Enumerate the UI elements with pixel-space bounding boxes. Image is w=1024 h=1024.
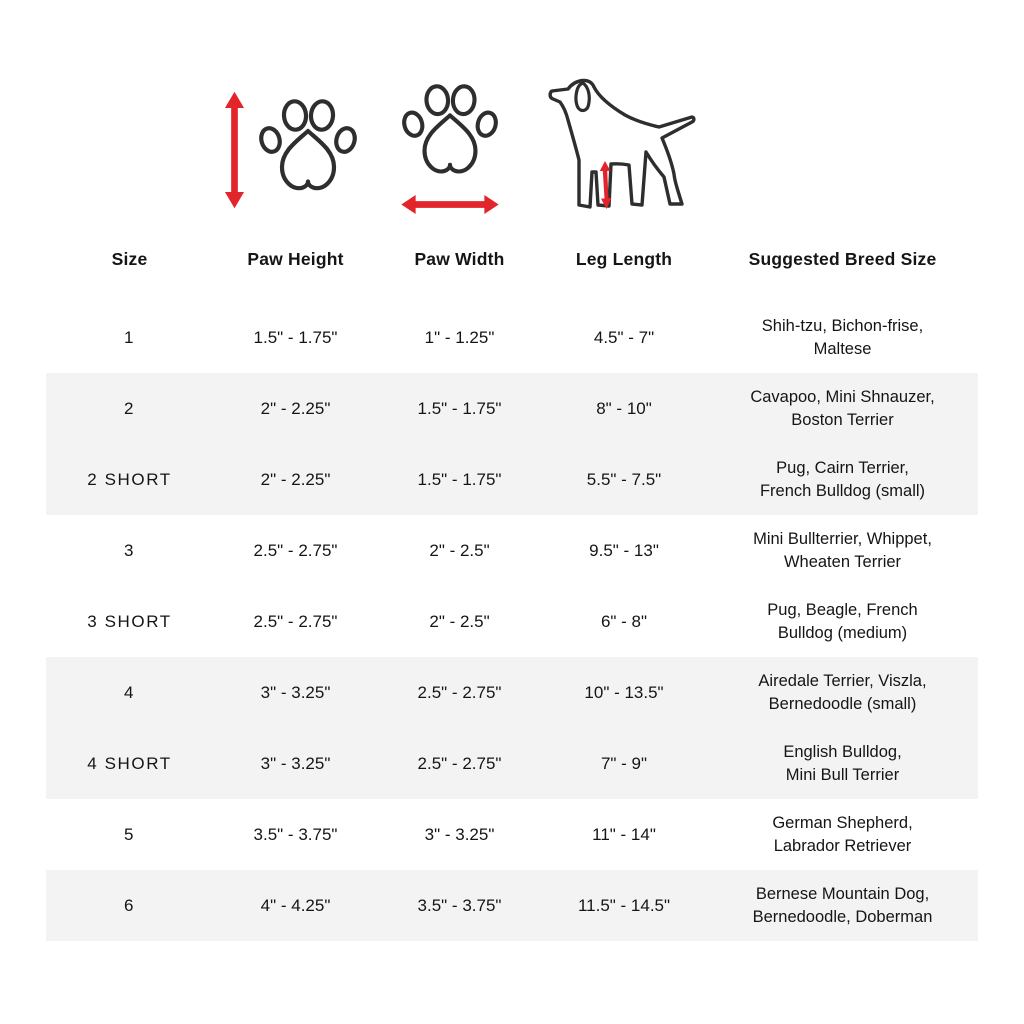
- table-row: [46, 444, 978, 515]
- header-leg-length: Leg Length: [575, 248, 673, 269]
- header-paw-width: Paw Width: [414, 248, 505, 269]
- breed-cell: [707, 373, 978, 444]
- breed-line: Bulldog (medium): [777, 623, 908, 642]
- dog-icon: [546, 76, 698, 216]
- leg-length-cell: 11" - 14": [592, 824, 656, 844]
- header-suggested-breed-size: Suggested Breed Size: [748, 248, 937, 269]
- breed-cell: [707, 302, 978, 373]
- leg-length-cell: 4.5" - 7": [593, 327, 655, 347]
- leg-length-cell: 11.5" - 14.5": [577, 895, 671, 915]
- breed-line: Wheaten Terrier: [783, 552, 902, 571]
- table-row: [46, 373, 978, 444]
- leg-length-cell: 10" - 13.5": [584, 682, 664, 702]
- header-paw-height: Paw Height: [247, 248, 344, 269]
- paw-width-cell: 3" - 3.25": [424, 824, 495, 844]
- paw-width-cell: 2" - 2.5": [429, 540, 490, 560]
- table-row: [46, 302, 978, 373]
- size-cell: 2: [123, 398, 136, 418]
- size-table: [46, 302, 978, 941]
- breed-cell: [707, 728, 978, 799]
- breed-line: Mini Bullterrier, Whippet,: [753, 529, 932, 548]
- breed-line: French Bulldog (small): [759, 481, 926, 500]
- paw-width-cell: 2.5" - 2.75": [417, 753, 502, 773]
- paw-height-cell: 3" - 3.25": [260, 682, 331, 702]
- breed-line: Shih-tzu, Bichon-frise,: [761, 316, 924, 335]
- table-row: [46, 515, 978, 586]
- size-cell: 3 SHORT: [87, 611, 172, 631]
- table-row: [46, 728, 978, 799]
- paw-height-cell: 2" - 2.25": [260, 469, 331, 489]
- breed-line: English Bulldog,: [783, 742, 902, 761]
- size-cell: 2 SHORT: [87, 469, 172, 489]
- paw-height-cell: 2.5" - 2.75": [253, 611, 338, 631]
- leg-length-cell: 7" - 9": [600, 753, 648, 773]
- breed-cell: [707, 586, 978, 657]
- leg-length-cell: 6" - 8": [600, 611, 648, 631]
- paw-height-cell: 4" - 4.25": [260, 895, 331, 915]
- size-cell: 1: [123, 327, 136, 347]
- size-cell: 3: [123, 540, 136, 560]
- breed-line: Maltese: [813, 339, 872, 358]
- table-row: [46, 586, 978, 657]
- size-cell: 4: [123, 682, 136, 702]
- paw-width-cell: 2.5" - 2.75": [417, 682, 502, 702]
- breed-line: Pug, Beagle, French: [767, 600, 918, 619]
- breed-line: Boston Terrier: [791, 410, 894, 429]
- breed-line: Bernese Mountain Dog,: [755, 884, 930, 903]
- paw-height-cell: 1.5" - 1.75": [253, 327, 338, 347]
- table-row: [46, 657, 978, 728]
- size-cell: 4 SHORT: [87, 753, 172, 773]
- paw-height-cell: 3" - 3.25": [260, 753, 331, 773]
- breed-cell: [707, 444, 978, 515]
- paw-height-cell: 2.5" - 2.75": [253, 540, 338, 560]
- breed-line: Bernedoodle (small): [768, 694, 917, 713]
- paw-width-cell: 1.5" - 1.75": [417, 398, 502, 418]
- table-row: [46, 870, 978, 941]
- paw-width-cell: 3.5" - 3.75": [417, 895, 502, 915]
- breed-line: Airedale Terrier, Viszla,: [758, 671, 927, 690]
- leg-length-cell: 8" - 10": [596, 398, 652, 418]
- paw-height-cell: 3.5" - 3.75": [253, 824, 338, 844]
- breed-line: Labrador Retriever: [773, 836, 912, 855]
- size-cell: 5: [123, 824, 136, 844]
- table-header-row: [46, 244, 978, 274]
- leg-length-legend: [546, 76, 698, 216]
- breed-line: Bernedoodle, Doberman: [752, 907, 933, 926]
- paw-width-cell: 2" - 2.5": [429, 611, 490, 631]
- vertical-double-arrow-icon: [224, 90, 245, 210]
- breed-cell: [707, 657, 978, 728]
- breed-line: Pug, Cairn Terrier,: [776, 458, 909, 477]
- breed-cell: [707, 515, 978, 586]
- table-row: [46, 799, 978, 870]
- leg-length-cell: 9.5" - 13": [589, 540, 659, 560]
- horizontal-double-arrow-icon: [400, 194, 500, 215]
- paw-width-legend: [400, 83, 500, 215]
- size-cell: 6: [123, 895, 136, 915]
- paw-width-cell: 1.5" - 1.75": [417, 469, 502, 489]
- breed-cell: [707, 799, 978, 870]
- paw-height-legend: [224, 90, 358, 210]
- paw-width-cell: 1" - 1.25": [424, 327, 495, 347]
- header-size: Size: [111, 248, 148, 269]
- paw-height-cell: 2" - 2.25": [260, 398, 331, 418]
- breed-line: German Shepherd,: [772, 813, 913, 832]
- paw-icon: [258, 93, 358, 207]
- leg-length-cell: 5.5" - 7.5": [586, 469, 662, 489]
- paw-icon: [401, 83, 499, 185]
- breed-cell: [707, 870, 978, 941]
- breed-line: Mini Bull Terrier: [785, 765, 900, 784]
- breed-line: Cavapoo, Mini Shnauzer,: [750, 387, 935, 406]
